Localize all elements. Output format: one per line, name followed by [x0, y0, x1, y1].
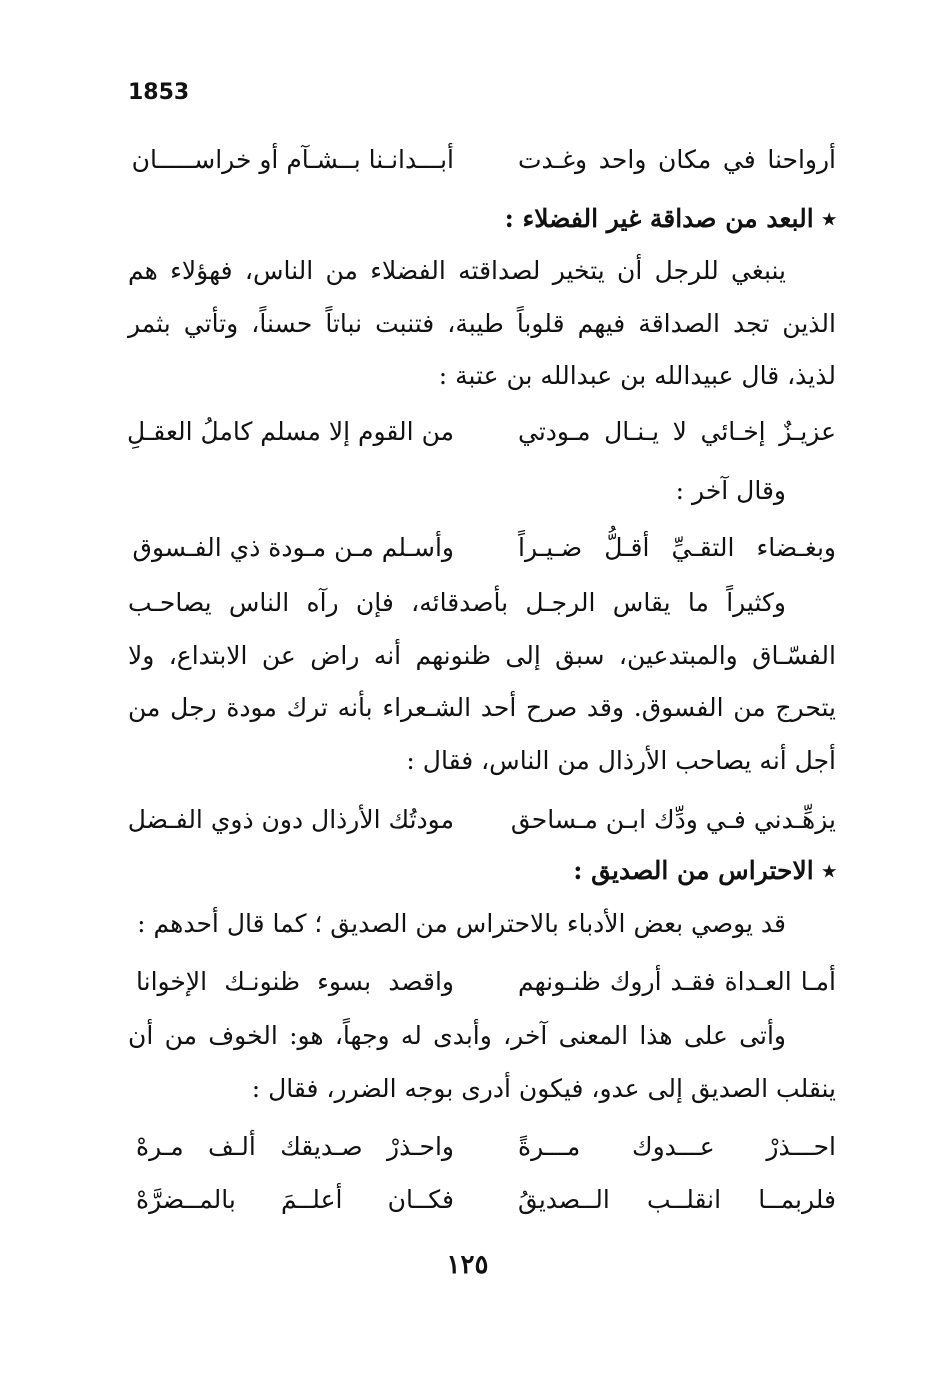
verse-6-hemistich-2: واحـذرْ صـديقك ألـف مـرهْ [136, 1132, 454, 1161]
verse-5-hemistich-1: أمـا العـداة فقـد أروك ظنـونهم [518, 967, 836, 996]
paragraph-3: قد يوصي بعض الأدباء بالاحتراس من الصديق ؛ كما قال أحدهم : [137, 909, 786, 938]
verse-5-hemistich-2: واقصد بسوء ظنونـك الإخوانا [136, 967, 454, 996]
verse-2-hemistich-1: عزيـزٌ إخـائي لا يـنـال مـودتي [518, 417, 836, 446]
verse-1-hemistich-1: أرواحنا في مكان واحد وغـدت [518, 145, 836, 174]
verse-3-hemistich-1: وبغـضاء التقـيِّ أقـلُّ ضـيـراً [518, 533, 836, 562]
verse-2-hemistich-2: من القوم إلا مسلم كاملُ العقـلِ [127, 417, 454, 446]
verse-6-hemistich-1: احـــذرْ عـــدوك مـــرةً [518, 1132, 836, 1161]
verse-6 [128, 1127, 836, 1167]
verse-4-hemistich-1: يزهِّـدني فـي ودِّك ابـن مـساحق [510, 805, 836, 834]
verse-3-hemistich-2: وأسـلم مـن مـودة ذي الفـسوق [132, 533, 454, 562]
verse-4 [128, 800, 836, 840]
bullet-icon: ٭ [822, 856, 836, 885]
verse-1-hemistich-2: أبـــدانـنا بــشـآم أو خراســـــان [131, 145, 454, 174]
verse-7-hemistich-2: فكــان أعلــمَ بالمــضرَّهْ [136, 1185, 454, 1214]
verse-2 [128, 412, 836, 452]
section-heading-2 [128, 850, 836, 892]
verse-5 [128, 962, 836, 1002]
another-said-line: وقال آخر : [675, 476, 786, 505]
bullet-icon: ٭ [822, 204, 836, 233]
paragraph-4: وأتى على هذا المعنى آخر، وأبدى له وجهاً، هو: الخوف من أن ينقلب الصديق إلى عدو، فيكون أدرى بوجه الضرر، فقال : [128, 1021, 836, 1103]
section-heading-1-text: البعد من صداقة غير الفضلاء : [504, 204, 814, 233]
page-number: ١٢٥ [446, 1250, 489, 1280]
verse-4-hemistich-2: مودتُك الأرذال دون ذوي الفـضل [127, 805, 454, 834]
section-heading-1 [128, 198, 836, 240]
scan-number: 1853 [128, 80, 190, 105]
verse-1 [128, 140, 836, 180]
verse-7 [128, 1180, 836, 1220]
verse-7-hemistich-1: فلربمــا انقلــب الــصديقُ [518, 1185, 836, 1214]
paragraph-1: ينبغي للرجل أن يتخير لصداقته الفضلاء من الناس، فهؤلاء هم الذين تجد الصداقة فيهم قلوباً طيبة، فتنبت نباتاً حسناً، وتأتي بثمر لذيذ، قال عبيدالله بن عبدالله بن عتبة : [128, 256, 836, 390]
paragraph-2: وكثيراً ما يقاس الرجـل بأصدقائه، فإن رآه الناس يصاحـب الفسّـاق والمبتدعين، سبق إلى ظنونهم أنه راض عن الابتداع، ولا يتحرج من الفسوق. وقد صرح أحد الشـعراء بأنه ترك مودة رجل من أجل أنه يصاحب الأرذال من الناس، فقال : [128, 588, 836, 775]
section-heading-2-text: الاحتراس من الصديق : [573, 856, 814, 885]
verse-3 [128, 528, 836, 568]
